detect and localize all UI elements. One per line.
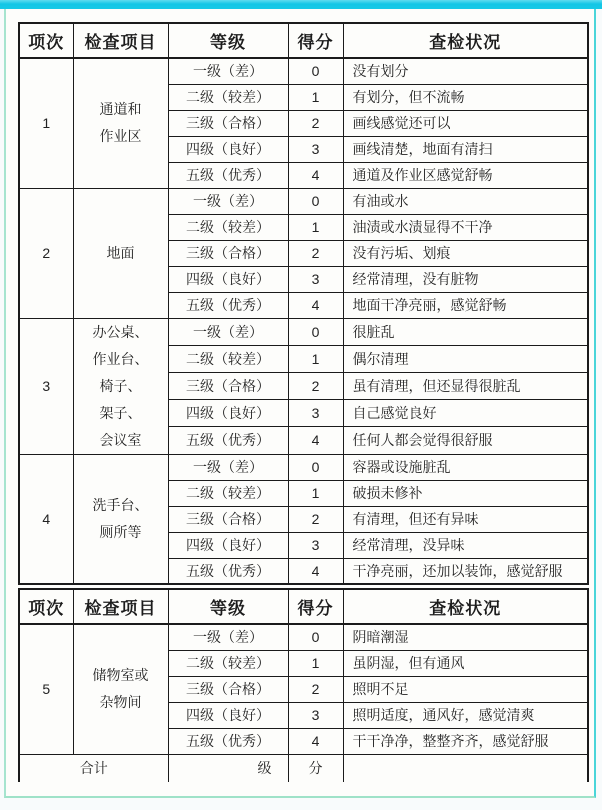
- inspection-item-line: 会议室: [99, 431, 142, 448]
- grade-cell: 二级（较差）: [168, 84, 288, 110]
- col-header-3: 得分: [288, 23, 343, 58]
- status-cell: 破损未修补: [343, 480, 588, 506]
- grade-cell: 二级（较差）: [168, 480, 288, 506]
- col-header-1: 检查项目: [73, 589, 168, 624]
- page-frame: [4, 9, 596, 798]
- score-cell: 0: [288, 58, 343, 84]
- inspection-item-line: 架子、: [99, 404, 142, 421]
- grade-row: [19, 188, 588, 214]
- grade-cell: 四级（良好）: [168, 400, 288, 427]
- score-cell: 0: [288, 454, 343, 480]
- total-row: [19, 754, 588, 782]
- status-cell: 画线感觉还可以: [343, 110, 588, 136]
- inspection-item-line: 地面: [106, 244, 135, 261]
- score-cell: 3: [288, 266, 343, 292]
- col-header-4: 查检状况: [343, 589, 588, 624]
- status-cell: 有划分，但不流畅: [343, 84, 588, 110]
- score-cell: 1: [288, 214, 343, 240]
- score-cell: 2: [288, 240, 343, 266]
- grade-row: [19, 318, 588, 345]
- grade-cell: 一级（差）: [168, 188, 288, 214]
- status-cell: 很脏乱: [343, 318, 588, 345]
- top-accent-bar: [0, 0, 602, 9]
- col-header-4: 查检状况: [343, 23, 588, 58]
- inspection-item-cell: [73, 58, 168, 188]
- status-cell: 地面干净亮丽，感觉舒畅: [343, 292, 588, 318]
- status-cell: 没有污垢、划痕: [343, 240, 588, 266]
- score-cell: 3: [288, 400, 343, 427]
- header-row: [19, 589, 588, 624]
- grade-cell: 二级（较差）: [168, 345, 288, 372]
- grade-row: [19, 58, 588, 84]
- grade-cell: 五级（优秀）: [168, 292, 288, 318]
- grade-cell: 四级（良好）: [168, 266, 288, 292]
- col-header-0: 项次: [19, 23, 73, 58]
- grade-row: [19, 624, 588, 650]
- score-cell: 4: [288, 558, 343, 584]
- grade-cell: 一级（差）: [168, 318, 288, 345]
- status-cell: 干净亮丽，还加以装饰，感觉舒服: [343, 558, 588, 584]
- grade-cell: 五级（优秀）: [168, 728, 288, 754]
- status-cell: 偶尔清理: [343, 345, 588, 372]
- score-cell: 0: [288, 624, 343, 650]
- inspection-item-line: 作业区: [99, 128, 142, 145]
- inspection-item-cell: [73, 624, 168, 754]
- status-cell: 没有划分: [343, 58, 588, 84]
- score-cell: 1: [288, 480, 343, 506]
- status-cell: 干干净净，整整齐齐，感觉舒服: [343, 728, 588, 754]
- col-header-2: 等级: [168, 589, 288, 624]
- score-cell: 4: [288, 427, 343, 454]
- inspection-item-line: 杂物间: [99, 694, 142, 711]
- grade-row: [19, 454, 588, 480]
- table-body: [19, 624, 588, 782]
- score-cell: 0: [288, 318, 343, 345]
- col-header-2: 等级: [168, 23, 288, 58]
- inspection-item-line: 椅子、: [99, 377, 142, 394]
- col-header-0: 项次: [19, 589, 73, 624]
- table-header-row: [19, 23, 588, 58]
- grade-cell: 二级（较差）: [168, 214, 288, 240]
- col-header-1: 检查项目: [73, 23, 168, 58]
- grade-cell: 三级（合格）: [168, 110, 288, 136]
- status-cell: 自己感觉良好: [343, 400, 588, 427]
- status-cell: 阴暗潮湿: [343, 624, 588, 650]
- inspection-item-line: 储物室或: [92, 667, 149, 684]
- status-cell: 油渍或水渍显得不干净: [343, 214, 588, 240]
- score-cell: 2: [288, 110, 343, 136]
- score-cell: 4: [288, 162, 343, 188]
- grade-cell: 一级（差）: [168, 454, 288, 480]
- grade-cell: 一级（差）: [168, 58, 288, 84]
- header-row: [19, 23, 588, 58]
- grade-cell: 三级（合格）: [168, 372, 288, 399]
- score-cell: 1: [288, 650, 343, 676]
- status-cell: 容器或设施脏乱: [343, 454, 588, 480]
- total-status-cell: [343, 754, 588, 782]
- status-cell: 虽有清理，但还显得很脏乱: [343, 372, 588, 399]
- status-cell: 照明不足: [343, 676, 588, 702]
- inspection-item-line: 洗手台、: [92, 496, 149, 513]
- score-cell: 1: [288, 345, 343, 372]
- inspection-item-cell: [73, 318, 168, 454]
- item-number-cell: 5: [19, 624, 73, 754]
- grade-cell: 一级（差）: [168, 624, 288, 650]
- upper-inspection-table: [18, 22, 589, 585]
- inspection-item-line: 办公桌、: [92, 323, 149, 340]
- grade-cell: 二级（较差）: [168, 650, 288, 676]
- score-cell: 3: [288, 532, 343, 558]
- status-cell: 虽阴湿，但有通风: [343, 650, 588, 676]
- grade-cell: 三级（合格）: [168, 676, 288, 702]
- status-cell: 照明适度，通风好，感觉清爽: [343, 702, 588, 728]
- grade-cell: 五级（优秀）: [168, 558, 288, 584]
- grade-cell: 四级（良好）: [168, 702, 288, 728]
- status-cell: 经常清理，没异味: [343, 532, 588, 558]
- score-cell: 4: [288, 292, 343, 318]
- lower-inspection-table: [18, 588, 589, 782]
- grade-cell: 五级（优秀）: [168, 427, 288, 454]
- inspection-item-line: 通道和: [99, 101, 142, 118]
- score-cell: 3: [288, 136, 343, 162]
- inspection-item-line: 厕所等: [99, 523, 142, 540]
- grade-cell: 五级（优秀）: [168, 162, 288, 188]
- grade-cell: 四级（良好）: [168, 532, 288, 558]
- inspection-item-cell: [73, 454, 168, 584]
- score-cell: 0: [288, 188, 343, 214]
- status-cell: 画线清楚，地面有清扫: [343, 136, 588, 162]
- inspection-item-line: 作业台、: [92, 350, 149, 367]
- table-header-row: [19, 589, 588, 624]
- total-label-cell: 合计: [19, 754, 168, 782]
- grade-unit-cell: 级: [168, 754, 288, 782]
- table-body: [19, 58, 588, 584]
- item-number-cell: 4: [19, 454, 73, 584]
- item-number-cell: 2: [19, 188, 73, 318]
- status-cell: 有油或水: [343, 188, 588, 214]
- score-cell: 3: [288, 702, 343, 728]
- score-cell: 1: [288, 84, 343, 110]
- score-cell: 2: [288, 676, 343, 702]
- status-cell: 经常清理，没有脏物: [343, 266, 588, 292]
- item-number-cell: 1: [19, 58, 73, 188]
- inspection-item-cell: [73, 188, 168, 318]
- score-unit-cell: 分: [288, 754, 343, 782]
- score-cell: 2: [288, 506, 343, 532]
- status-cell: 有清理，但还有异味: [343, 506, 588, 532]
- col-header-3: 得分: [288, 589, 343, 624]
- grade-cell: 三级（合格）: [168, 240, 288, 266]
- grade-cell: 三级（合格）: [168, 506, 288, 532]
- item-number-cell: 3: [19, 318, 73, 454]
- status-cell: 通道及作业区感觉舒畅: [343, 162, 588, 188]
- score-cell: 2: [288, 372, 343, 399]
- status-cell: 任何人都会觉得很舒服: [343, 427, 588, 454]
- grade-cell: 四级（良好）: [168, 136, 288, 162]
- score-cell: 4: [288, 728, 343, 754]
